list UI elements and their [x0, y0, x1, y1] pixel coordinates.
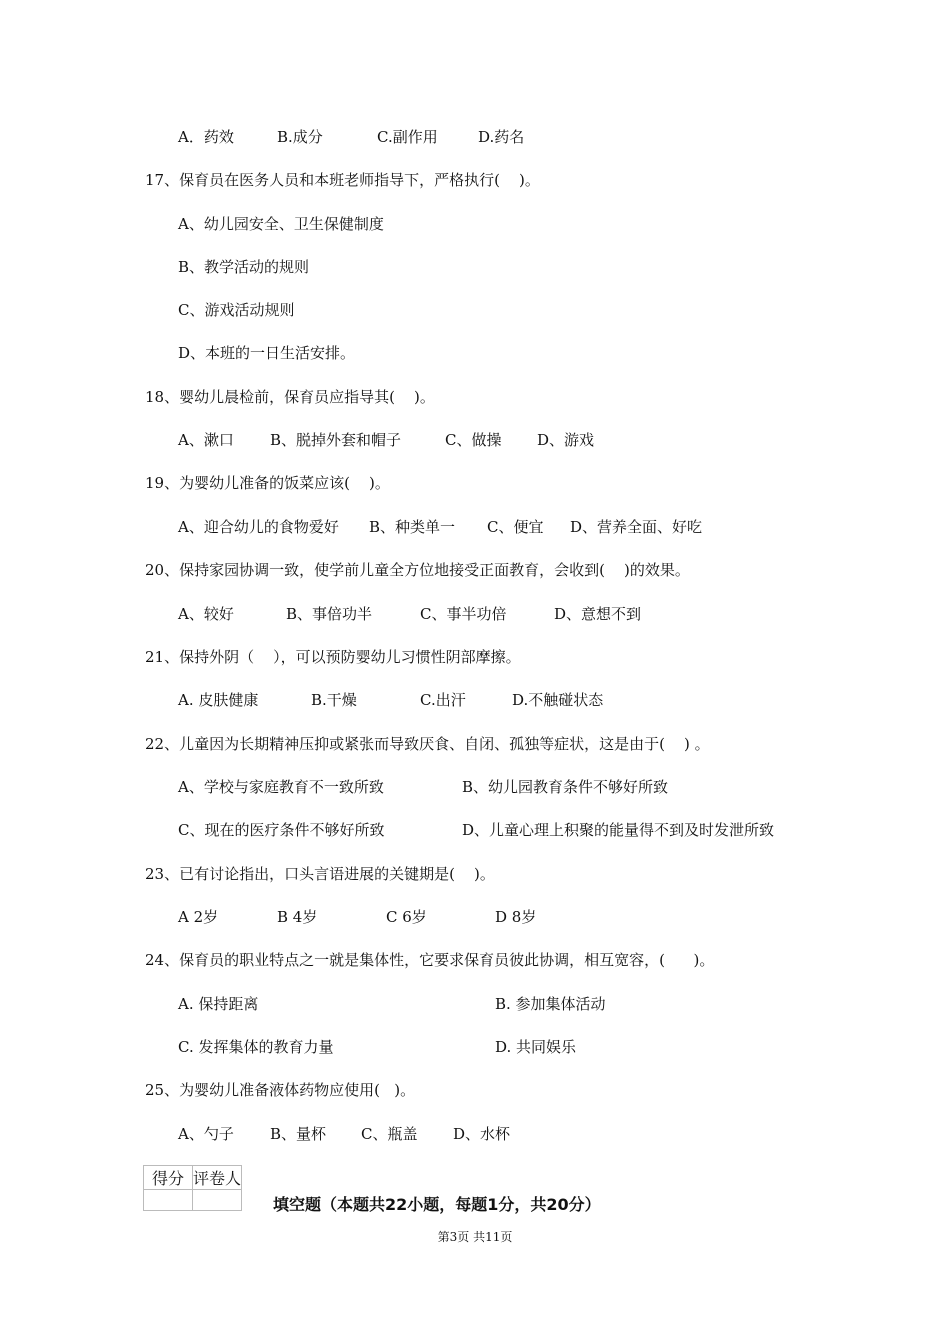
q20-stem: 20、保持家园协调一致，使学前儿童全方位地接受正面教育，会收到( )的效果。: [145, 561, 690, 579]
q19-stem: 19、为婴幼儿准备的饭菜应该( )。: [145, 474, 390, 492]
q18-stem: 18、婴幼儿晨检前，保育员应指导其( )。: [145, 388, 435, 406]
q17-option-c[interactable]: C、游戏活动规则: [178, 301, 295, 319]
q20-option-b[interactable]: B、事倍功半: [286, 605, 373, 623]
score-cell[interactable]: [144, 1190, 193, 1211]
q19-option-d[interactable]: D、营养全面、好吃: [570, 518, 703, 536]
q20-option-d[interactable]: D、意想不到: [554, 605, 642, 623]
q22-stem: 22、儿童因为长期精神压抑或紧张而导致厌食、自闭、孤独等症状，这是由于( ) 。: [145, 735, 710, 753]
q17-stem: 17、保育员在医务人员和本班老师指导下，严格执行( )。: [145, 171, 540, 189]
q24-option-c[interactable]: C. 发挥集体的教育力量: [178, 1038, 334, 1056]
q23-stem: 23、已有讨论指出，口头言语进展的关键期是( )。: [145, 865, 495, 883]
q23-option-d[interactable]: D 8岁: [495, 908, 537, 926]
q23-option-a[interactable]: A 2岁: [178, 908, 219, 926]
q23-option-b[interactable]: B 4岁: [277, 908, 318, 926]
q16-option-d[interactable]: D.药名: [478, 128, 525, 146]
q18-option-c[interactable]: C、做操: [445, 431, 502, 449]
q24-option-a[interactable]: A. 保持距离: [178, 995, 259, 1013]
q24-option-b[interactable]: B. 参加集体活动: [495, 995, 606, 1013]
score-table: [143, 1165, 242, 1211]
q21-option-d[interactable]: D.不触碰状态: [512, 691, 604, 709]
q25-option-c[interactable]: C、瓶盖: [361, 1125, 418, 1143]
q21-option-a[interactable]: A. 皮肤健康: [178, 691, 259, 709]
q23-option-c[interactable]: C 6岁: [386, 908, 427, 926]
q22-option-b[interactable]: B、幼儿园教育条件不够好所致: [462, 778, 669, 796]
q20-option-a[interactable]: A、较好: [178, 605, 234, 623]
q17-option-d[interactable]: D、本班的一日生活安排。: [178, 344, 356, 362]
q25-option-d[interactable]: D、水杯: [453, 1125, 511, 1143]
q22-option-d[interactable]: D、儿童心理上积聚的能量得不到及时发泄所致: [462, 821, 775, 839]
q21-option-b[interactable]: B.干燥: [311, 691, 357, 709]
section-title: 填空题（本题共22小题，每题1分，共20分）: [273, 1195, 601, 1214]
q18-option-a[interactable]: A、漱口: [178, 431, 234, 449]
q16-option-c[interactable]: C.副作用: [377, 128, 438, 146]
q24-option-d[interactable]: D. 共同娱乐: [495, 1038, 577, 1056]
q17-option-b[interactable]: B、教学活动的规则: [178, 258, 310, 276]
q19-option-c[interactable]: C、便宜: [487, 518, 544, 536]
q19-option-b[interactable]: B、种类单一: [369, 518, 456, 536]
q21-stem: 21、保持外阴（ ），可以预防婴幼儿习惯性阴部摩擦。: [145, 648, 521, 666]
grader-header: 评卷人: [193, 1166, 242, 1190]
q16-option-a[interactable]: A．药效: [178, 128, 234, 146]
grader-cell[interactable]: [193, 1190, 242, 1211]
q22-option-a[interactable]: A、学校与家庭教育不一致所致: [178, 778, 384, 796]
q25-stem: 25、为婴幼儿准备液体药物应使用( )。: [145, 1081, 416, 1099]
q18-option-b[interactable]: B、脱掉外套和帽子: [270, 431, 402, 449]
q22-option-c[interactable]: C、现在的医疗条件不够好所致: [178, 821, 385, 839]
page-footer: 第3页 共11页: [437, 1230, 513, 1244]
q25-option-a[interactable]: A、勺子: [178, 1125, 234, 1143]
q18-option-d[interactable]: D、游戏: [537, 431, 595, 449]
q17-option-a[interactable]: A、幼儿园安全、卫生保健制度: [178, 215, 384, 233]
q19-option-a[interactable]: A、迎合幼儿的食物爱好: [178, 518, 339, 536]
q20-option-c[interactable]: C、事半功倍: [420, 605, 507, 623]
q24-stem: 24、保育员的职业特点之一就是集体性，它要求保育员彼此协调，相互宽容，( )。: [145, 951, 715, 969]
q21-option-c[interactable]: C.出汗: [420, 691, 466, 709]
q25-option-b[interactable]: B、量杯: [270, 1125, 327, 1143]
score-header: 得分: [144, 1166, 193, 1190]
q16-option-b[interactable]: B.成分: [277, 128, 323, 146]
